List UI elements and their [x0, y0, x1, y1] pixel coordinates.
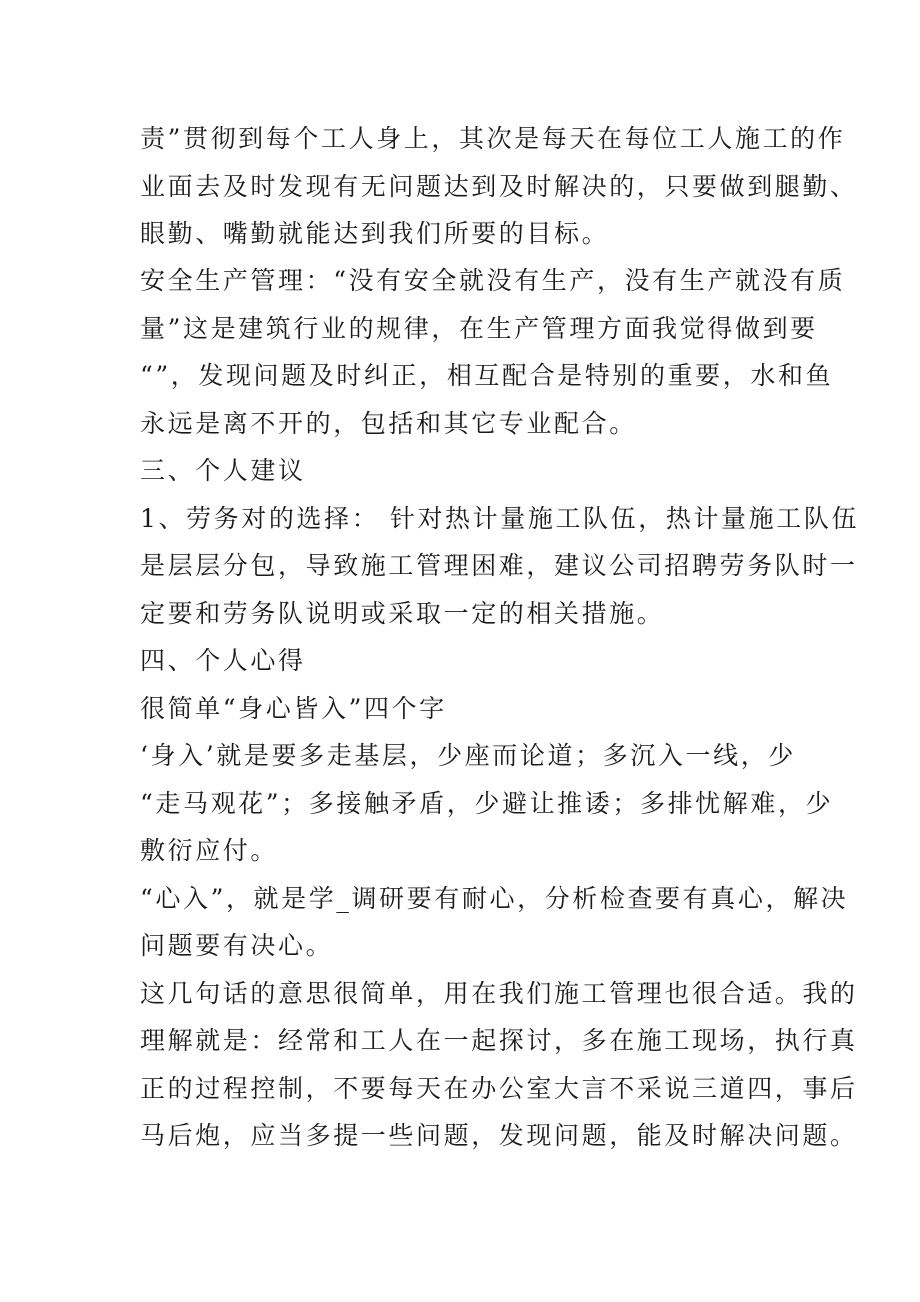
text-line: “心入”，就是学_调研要有耐心，分析检查要有真心，解决 — [140, 884, 849, 913]
text-line: 理解就是：经常和工人在一起探讨，多在施工现场，执行真 — [140, 1026, 858, 1055]
text-line: 安全生产管理：“没有安全就没有生产，没有生产就没有质 — [140, 266, 846, 295]
text-line: 很简单“身心皆入”四个字 — [140, 694, 447, 723]
text-line: 眼勤、嘴勤就能达到我们所要的目标。 — [140, 219, 610, 248]
text-line: 业面去及时发现有无问题达到及时解决的，只要做到腿勤、 — [140, 172, 858, 201]
text-line: 责”贯彻到每个工人身上，其次是每天在每位工人施工的作 — [140, 124, 846, 153]
text-line: 问题要有决心。 — [140, 931, 334, 960]
text-line: 敷衍应付。 — [140, 836, 279, 865]
text-line: 这几句话的意思很简单，用在我们施工管理也很合适。我的 — [140, 979, 858, 1008]
text-line: “”，发现问题及时纠正，相互配合是特别的重要，水和鱼 — [140, 361, 834, 390]
text-line: 马后炮，应当多提一些问题，发现问题，能及时解决问题。 — [140, 1121, 858, 1150]
text-line: “走马观花”；多接触矛盾，少避让推诿；多排忧解难，少 — [140, 789, 834, 818]
text-line: 正的过程控制，不要每天在办公室大言不采说三道四，事后 — [140, 1074, 858, 1103]
text-line: 1、劳务对的选择： 针对热计量施工队伍，热计量施工队伍 — [140, 504, 860, 533]
text-line: 量”这是建筑行业的规律，在生产管理方面我觉得做到要 — [140, 314, 818, 343]
section-heading: 四、个人心得 — [140, 646, 306, 675]
text-line: ‘身入’就是要多走基层，少座而论道；多沉入一线，少 — [140, 741, 796, 770]
text-line: 永远是离不开的，包括和其它专业配合。 — [140, 409, 637, 438]
section-heading: 三、个人建议 — [140, 456, 306, 485]
text-line: 是层层分包，导致施工管理困难，建议公司招聘劳务队时一 — [140, 551, 858, 580]
text-line: 定要和劳务队说明或采取一定的相关措施。 — [140, 599, 665, 628]
